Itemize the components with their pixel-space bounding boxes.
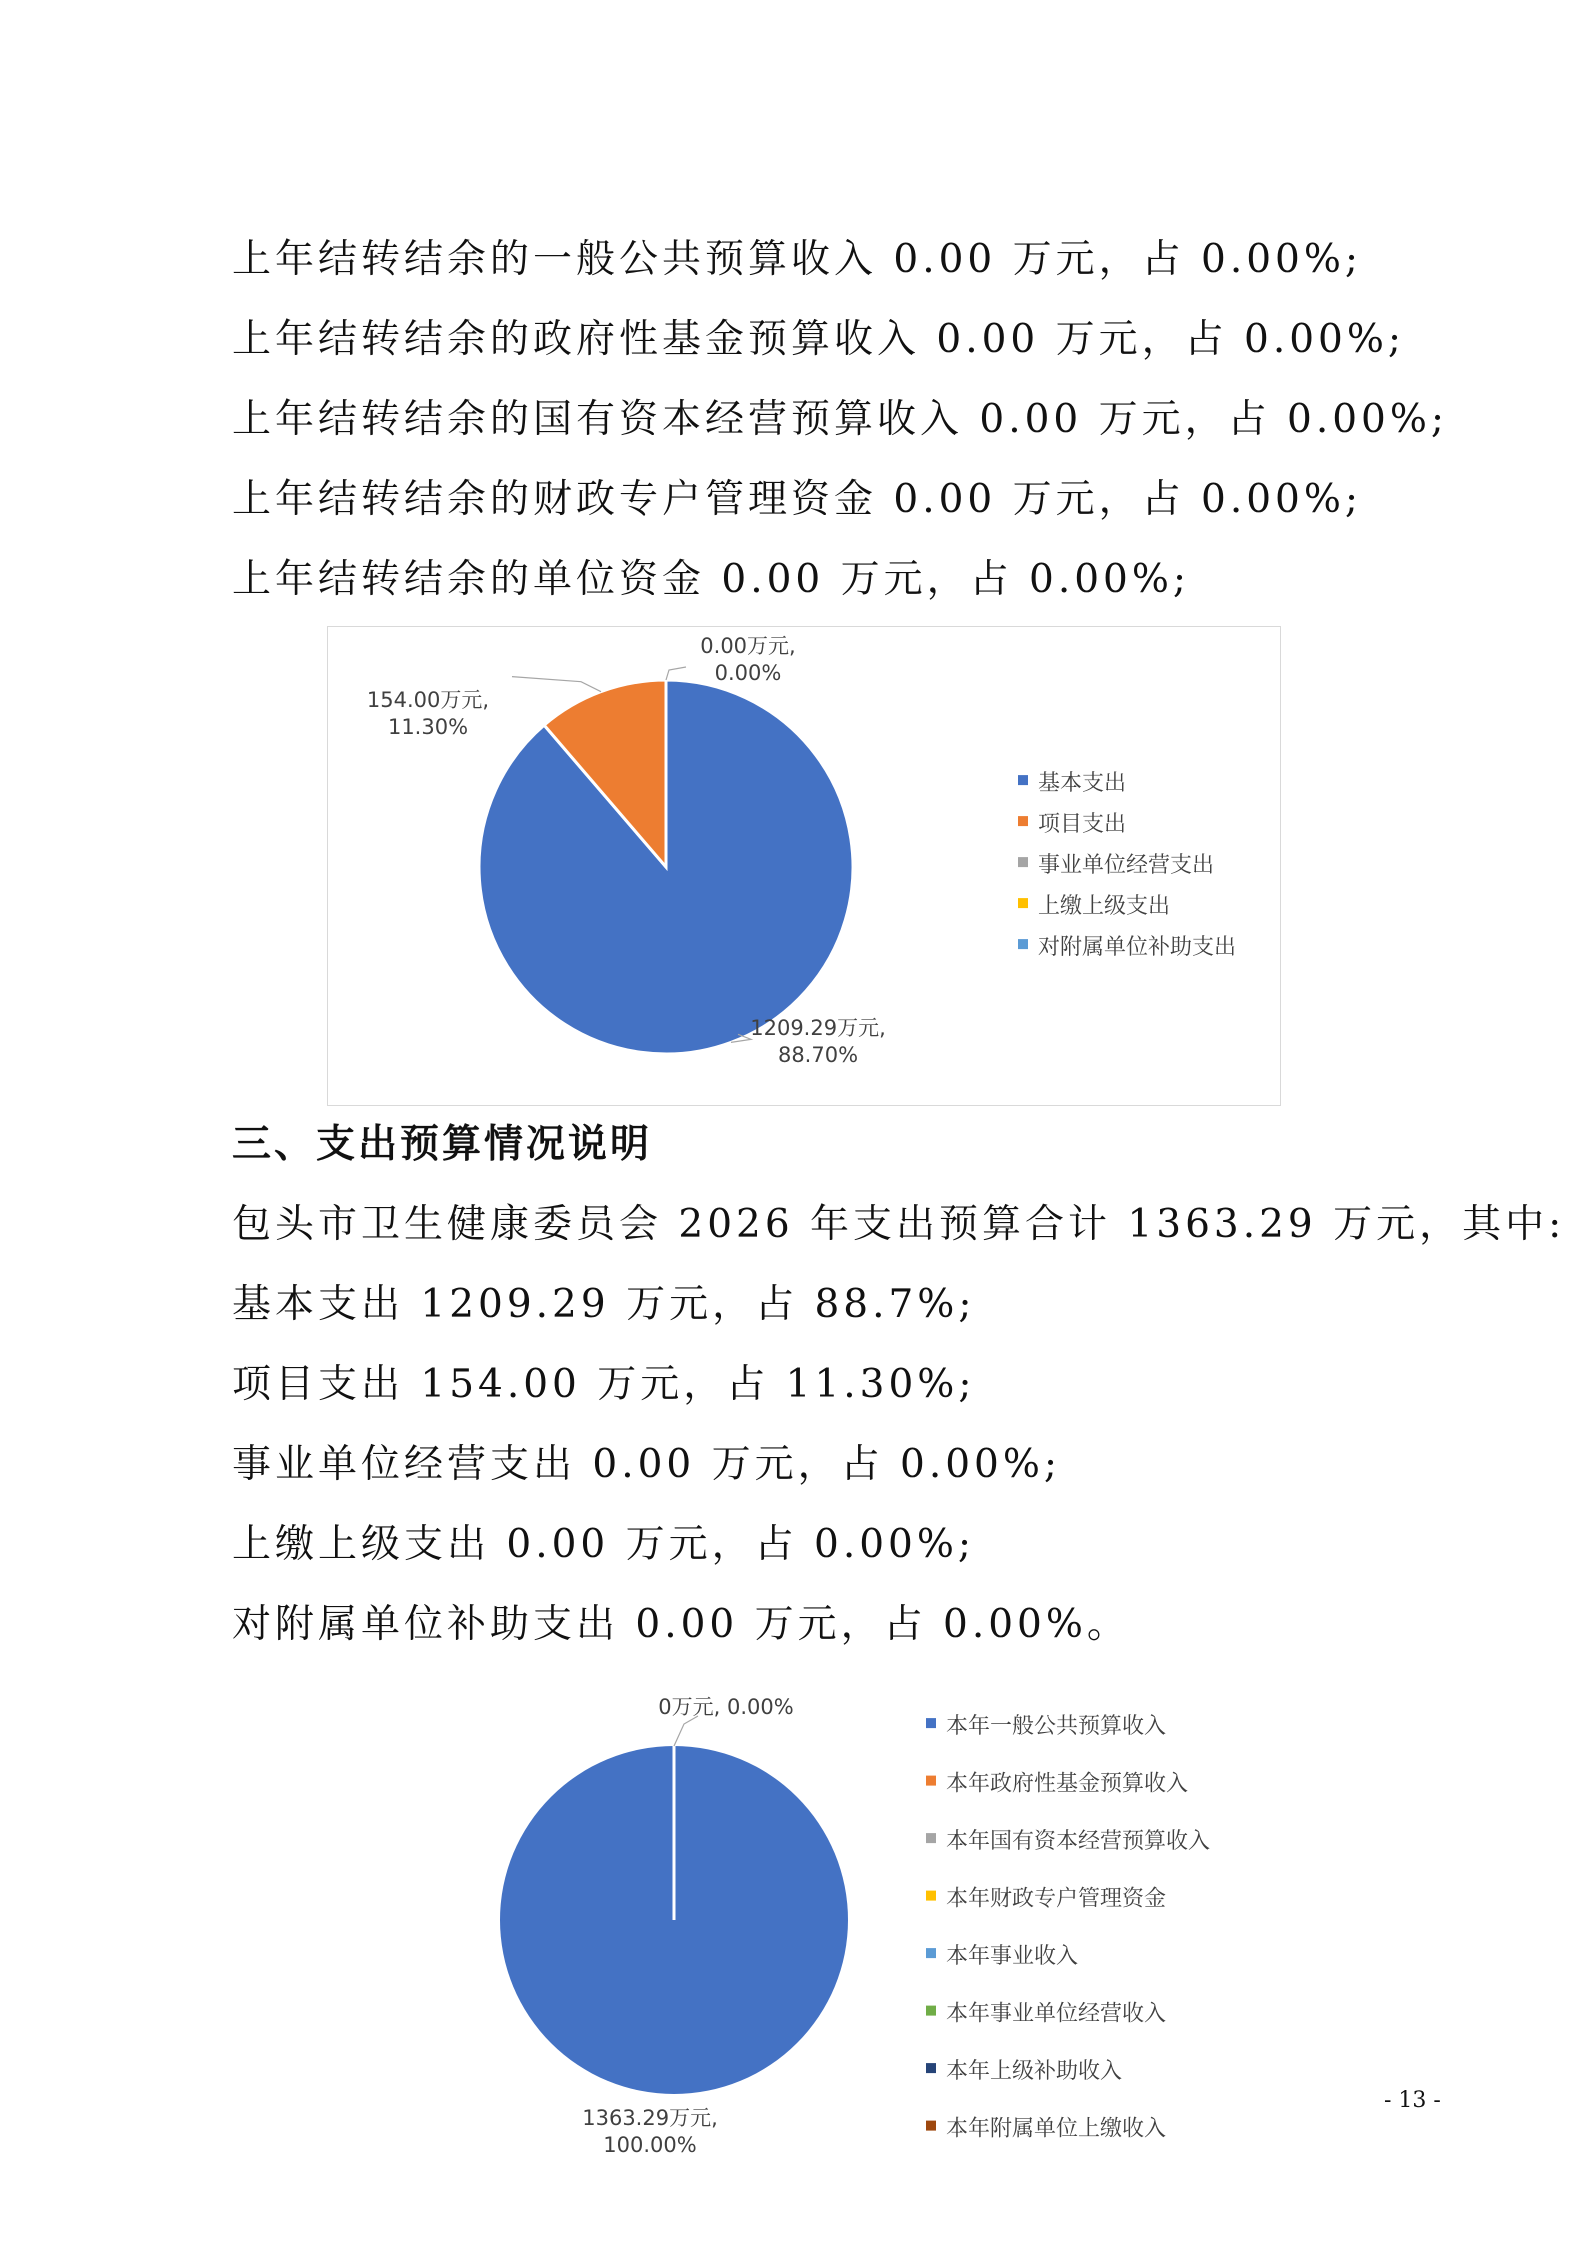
data-label: 1363.29万元, (582, 2106, 718, 2130)
leader-line (674, 1716, 698, 1746)
legend-swatch (926, 2006, 936, 2016)
legend-swatch (1018, 939, 1028, 949)
text-line: 项目支出 154.00 万元，占 11.30%; (232, 1362, 976, 1407)
legend-item: 本年事业收入 (946, 1944, 1079, 1969)
legend-swatch (1018, 857, 1028, 867)
income-pie-chart (460, 1680, 1280, 2180)
legend-swatch (926, 1948, 936, 1958)
data-label: 0.00% (714, 661, 782, 685)
data-label: 11.30% (387, 715, 469, 739)
text-line: 上年结转结余的财政专户管理资金 0.00 万元，占 0.00%; (232, 477, 1363, 522)
legend-swatch (926, 2063, 936, 2073)
legend-item: 事业单位经营支出 (1038, 853, 1215, 878)
legend-item: 本年国有资本经营预算收入 (946, 1829, 1211, 1854)
legend-swatch (926, 1891, 936, 1901)
legend-item: 本年政府性基金预算收入 (946, 1771, 1189, 1797)
data-label: 0.00万元, (700, 634, 796, 658)
legend-swatch (1018, 816, 1028, 826)
text-line: 上缴上级支出 0.00 万元，占 0.00%; (232, 1522, 976, 1567)
legend-swatch (926, 1776, 936, 1786)
text-line: 上年结转结余的政府性基金预算收入 0.00 万元，占 0.00%; (232, 317, 1406, 362)
expenditure-chart-frame (327, 626, 1281, 1106)
legend-item: 本年财政专户管理资金 (946, 1886, 1167, 1912)
text-line: 上年结转结余的单位资金 0.00 万元，占 0.00%; (232, 557, 1191, 602)
legend-item: 基本支出 (1038, 771, 1127, 796)
legend-swatch (926, 2121, 936, 2131)
legend-item: 本年附属单位上缴收入 (946, 2116, 1167, 2142)
text-line: 基本支出 1209.29 万元，占 88.7%; (232, 1282, 976, 1327)
page-number: - 13 - (1384, 2088, 1441, 2113)
data-label: 100.00% (603, 2133, 697, 2157)
text-line: 对附属单位补助支出 0.00 万元，占 0.00%。 (232, 1602, 1130, 1647)
legend-item: 上缴上级支出 (1038, 894, 1171, 919)
legend-swatch (926, 1833, 936, 1843)
legend-swatch (926, 1718, 936, 1728)
data-label: 1209.29万元, (750, 1016, 886, 1040)
expenditure-pie-chart (328, 627, 1280, 1105)
leader-line (666, 667, 686, 680)
text-line: 上年结转结余的一般公共预算收入 0.00 万元，占 0.00%; (232, 237, 1363, 282)
data-label: 0万元, 0.00% (658, 1695, 794, 1719)
text-line: 上年结转结余的国有资本经营预算收入 0.00 万元，占 0.00%; (232, 397, 1449, 442)
legend-item: 对附属单位补助支出 (1038, 935, 1237, 960)
legend-item: 本年事业单位经营收入 (946, 2001, 1167, 2027)
legend-item: 项目支出 (1038, 812, 1127, 837)
text-line: 包头市卫生健康委员会 2026 年支出预算合计 1363.29 万元，其中: (232, 1202, 1566, 1247)
legend-item: 本年上级补助收入 (946, 2059, 1123, 2084)
section-heading: 三、支出预算情况说明 (232, 1122, 653, 1167)
data-label: 154.00万元, (366, 688, 490, 712)
text-line: 事业单位经营支出 0.00 万元，占 0.00%; (232, 1442, 1062, 1487)
legend-swatch (1018, 775, 1028, 785)
legend-item: 本年一般公共预算收入 (946, 1714, 1167, 1739)
legend-swatch (1018, 898, 1028, 908)
data-label: 88.70% (777, 1043, 859, 1067)
leader-line (512, 677, 601, 692)
